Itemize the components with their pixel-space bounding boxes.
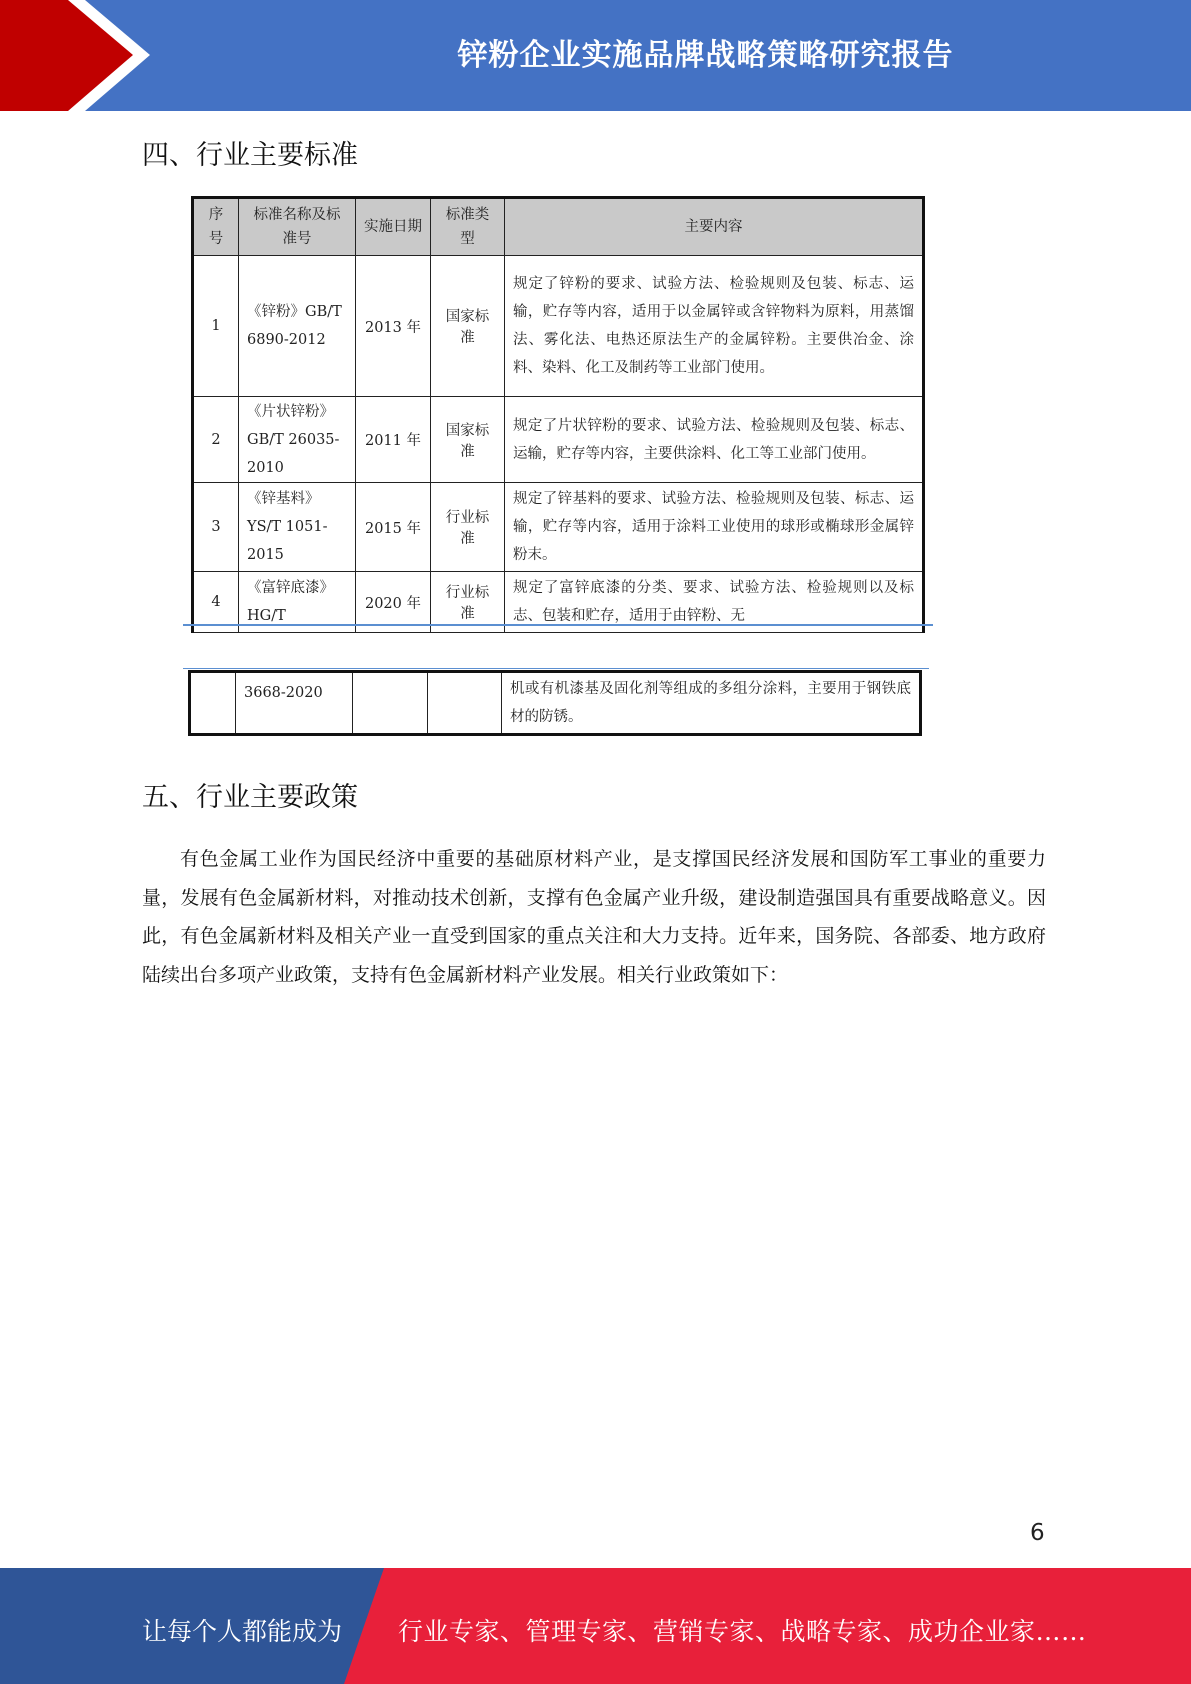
table-break-line-bottom [183, 668, 929, 669]
row-name: 3668-2020 [236, 672, 353, 735]
standards-table-continuation [188, 670, 922, 736]
row-name: 《锌粉》GB/T 6890-2012 [239, 256, 356, 397]
table-header-row [193, 198, 924, 256]
row-name: 《富锌底漆》HG/T [239, 572, 356, 633]
header-seq: 序号 [193, 198, 239, 256]
row-date: 2015 年 [356, 483, 431, 572]
document-title: 锌粉企业实施品牌战略策略研究报告 [457, 38, 954, 73]
row-content: 规定了富锌底漆的分类、要求、试验方法、检验规则以及标志、包装和贮存，适用于由锌粉、无 [505, 572, 924, 633]
header-name: 标准名称及标准号 [239, 198, 356, 256]
row-date: 2013 年 [356, 256, 431, 397]
row-content: 规定了锌粉的要求、试验方法、检验规则及包装、标志、运输，贮存等内容，适用于以金属锌或含锌物料为原料，用蒸馏法、雾化法、电热还原法生产的金属锌粉。主要供冶金、涂料、染料、化工及制药等工业部门使用。 [505, 256, 924, 397]
table-row [193, 483, 924, 572]
table-break-line-top [183, 624, 933, 626]
row-name: 《锌基料》YS/T 1051-2015 [239, 483, 356, 572]
footer-banner [0, 1568, 1191, 1684]
section-heading-standards: 四、行业主要标准 [142, 140, 358, 171]
row-content: 机或有机漆基及固化剂等组成的多组分涂料，主要用于钢铁底材的防锈。 [502, 672, 921, 735]
footer-slogan-right: 行业专家、管理专家、营销专家、战略专家、成功企业家…… [398, 1617, 1087, 1646]
section-heading-policies: 五、行业主要政策 [142, 782, 358, 813]
header-chevron-red [0, 0, 133, 111]
row-seq-empty [190, 672, 236, 735]
standards-table [191, 196, 925, 633]
body-paragraph: 有色金属工业作为国民经济中重要的基础原材料产业，是支撑国民经济发展和国防军工事业的重要力量，发展有色金属新材料，对推动技术创新，支撑有色金属产业升级，建设制造强国具有重要战略意义。因此，有色金属新材料及相关产业一直受到国家的重点关注和大力支持。近年来，国务院、各部委、地方政府陆续出台多项产业政策，支持有色金属新材料产业发展。相关行业政策如下： [142, 848, 1046, 986]
row-type-empty [428, 672, 502, 735]
header-banner [0, 0, 1191, 111]
row-name: 《片状锌粉》GB/T 26035-2010 [239, 397, 356, 483]
row-date: 2011 年 [356, 397, 431, 483]
header-content: 主要内容 [505, 198, 924, 256]
row-type: 行业标准 [431, 572, 505, 633]
row-type: 行业标准 [431, 483, 505, 572]
row-content: 规定了锌基料的要求、试验方法、检验规则及包装、标志、运输，贮存等内容，适用于涂料工业使用的球形或椭球形金属锌粉末。 [505, 483, 924, 572]
row-type: 国家标准 [431, 256, 505, 397]
table-row [193, 256, 924, 397]
row-seq: 2 [193, 397, 239, 483]
page-number: 6 [1030, 1520, 1045, 1546]
row-date-empty [353, 672, 428, 735]
footer-slogan-left: 让每个人都能成为 [142, 1617, 343, 1646]
row-type: 国家标准 [431, 397, 505, 483]
table-row [190, 672, 921, 735]
row-seq: 1 [193, 256, 239, 397]
row-date: 2020 年 [356, 572, 431, 633]
row-seq: 3 [193, 483, 239, 572]
row-content: 规定了片状锌粉的要求、试验方法、检验规则及包装、标志、运输，贮存等内容，主要供涂料、化工等工业部门使用。 [505, 397, 924, 483]
table-row [193, 397, 924, 483]
header-date: 实施日期 [356, 198, 431, 256]
row-seq: 4 [193, 572, 239, 633]
header-type: 标准类型 [431, 198, 505, 256]
